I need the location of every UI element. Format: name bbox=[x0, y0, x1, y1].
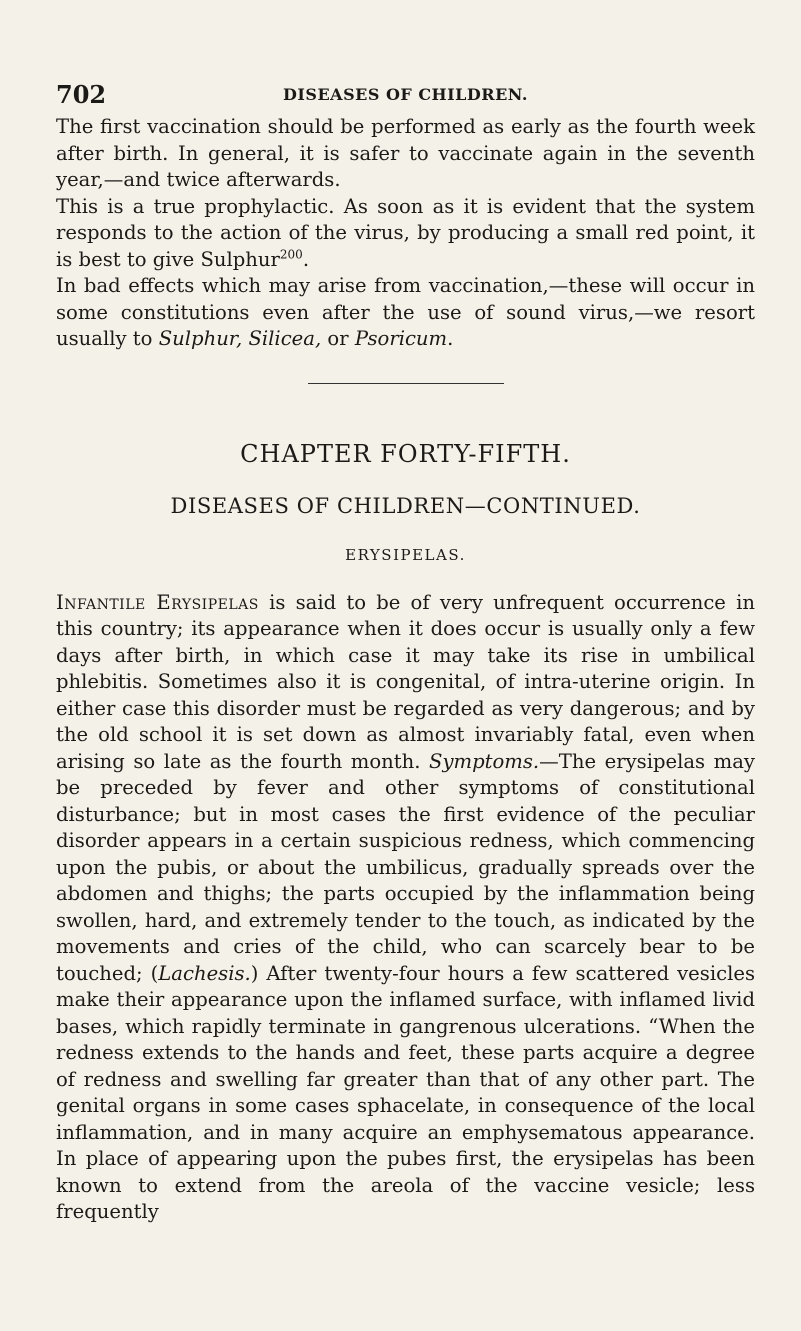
paragraph-bad-effects bbox=[56, 273, 755, 353]
page-header bbox=[56, 80, 755, 114]
remedies: Sulphur, Silicea, bbox=[158, 327, 322, 350]
sulphur-potency: 200 bbox=[279, 246, 303, 261]
prophylactic-text: This is a true prophylactic. As soon as it is evident that the system responds to the action of the virus, by producing a small red point, it is best to give Sulphur bbox=[56, 194, 755, 271]
running-head: DISEASES OF CHILDREN. bbox=[283, 85, 528, 104]
paragraph-vaccination-timing: The first vaccination should be performed as early as the fourth week after birth. In general, it is safer to vaccinate again in the seventh year,—and twice afterwards. bbox=[56, 115, 755, 191]
psoricum: Psoricum bbox=[354, 327, 448, 350]
paragraph-prophylactic bbox=[56, 194, 755, 274]
erysipelas-part-3: ) After twenty-four hours a few scattered vesicles make their appearance upon the inflamed surface, with inflamed livid bases, which rapidly terminate in gangrenous ulcerations. “When the redness extends to the hands and feet, these parts acquire a degree of redness and swelling far greater than that of any other part. The genital organs in some cases sphacelate, in consequence of the local inflammation, and in many acquire an emphysematous appearance. In place of appearing upon the pubes first, the erysipelas has been known to extend from the areola of the vaccine vesicle; less frequently bbox=[56, 961, 755, 1223]
chapter-subtitle: DISEASES OF CHILDREN—CONTINUED. bbox=[170, 493, 641, 518]
erysipelas-part-1: is said to be of very unfrequent occurrence in this country; its appearance when it does occur is usually only a few days after birth, in which case it may take its rise in umbilical phlebitis. Sometimes also it is congenital, of intra-uterine origin. In either case this disorder must be regarded as very dangerous; and by the old school it is set down as almost invariably fatal, even when arising so late as the fourth month. bbox=[56, 590, 755, 773]
erysipelas-lead-in: Infantile Erysipelas bbox=[56, 590, 259, 614]
period: . bbox=[302, 247, 310, 271]
or-word: or bbox=[321, 327, 355, 350]
chapter-title: CHAPTER FORTY-FIFTH. bbox=[240, 439, 571, 468]
erysipelas-part-2: —The erysipelas may be preceded by fever and other symptoms of constitutional disturbance; but in most cases the first evidence of the peculiar disorder appears in a certain suspicious redness, which commencing upon the pubis, or about the umbilicus, gradually spreads over the abdomen and thighs; the parts occupied by the inflammation being swollen, hard, and extremely tender to the touch, as indicated by the movements and cries of the child, who can scarcely bear to be touched; ( bbox=[56, 749, 755, 985]
section-divider bbox=[308, 383, 504, 384]
bad-effects-end: . bbox=[447, 327, 454, 350]
symptoms-label: Symptoms. bbox=[429, 749, 540, 773]
lachesis: Lachesis. bbox=[158, 961, 251, 985]
paragraph-erysipelas bbox=[56, 590, 755, 1226]
page-number: 702 bbox=[56, 80, 107, 109]
section-title: ERYSIPELAS. bbox=[345, 545, 466, 564]
bad-effects-text: In bad effects which may arise from vaccination,—these will occur in some constitutions even after the use of sound virus,—we resort usually to bbox=[56, 274, 755, 350]
